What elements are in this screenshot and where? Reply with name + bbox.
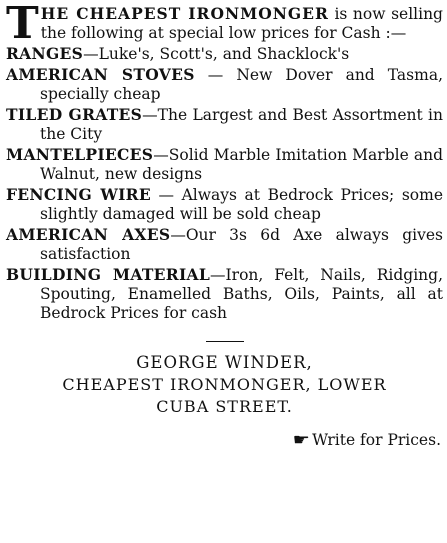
headline: HE CHEAPEST IRONMONGER [40, 4, 329, 23]
footer-note [6, 430, 443, 450]
list-item [6, 225, 443, 264]
merchant-line-2: CUBA STREET. [156, 397, 293, 416]
item-text: —Luke's, Scott's, and Shacklock's [83, 45, 350, 63]
list-item [6, 265, 443, 323]
intro-paragraph [6, 0, 443, 49]
advertisement [6, 0, 443, 450]
item-text: — New Dover and Tasma, specially cheap [40, 66, 443, 103]
signature-block [6, 352, 443, 418]
product-list [6, 44, 443, 323]
list-item [6, 105, 443, 144]
intro-text: is now selling the following at special low prices for Cash :— [40, 5, 443, 42]
item-text: —The Largest and Best Assortment in the City [40, 106, 443, 143]
item-label: FENCING WIRE [6, 185, 151, 204]
item-label: MANTELPIECES [6, 145, 154, 164]
item-text: — Always at Bedrock Prices; some slightly damaged will be sold cheap [40, 186, 443, 223]
item-text: —Solid Marble Imitation Marble and Walnut, new designs [40, 146, 443, 183]
list-item [6, 65, 443, 104]
drop-cap: T [6, 0, 39, 49]
footer-text: Write for Prices. [312, 431, 441, 449]
item-label: RANGES [6, 44, 84, 63]
item-label: AMERICAN STOVES [6, 65, 195, 84]
item-label: AMERICAN AXES [6, 225, 171, 244]
merchant-name: GEORGE WINDER, [136, 353, 313, 372]
list-item [6, 145, 443, 184]
list-item [6, 44, 443, 64]
pointing-hand-icon: ☛ [292, 430, 310, 449]
item-label: BUILDING MATERIAL [6, 265, 211, 284]
item-label: TILED GRATES [6, 105, 143, 124]
item-text: —Iron, Felt, Nails, Ridging, Spouting, Enamelled Baths, Oils, Paints, all at Bedrock Prices for cash [40, 266, 443, 322]
divider-rule [206, 341, 244, 342]
item-text: —Our 3s 6d Axe always gives satisfaction [40, 226, 443, 263]
merchant-line-1: CHEAPEST IRONMONGER, LOWER [62, 375, 387, 394]
list-item [6, 185, 443, 224]
